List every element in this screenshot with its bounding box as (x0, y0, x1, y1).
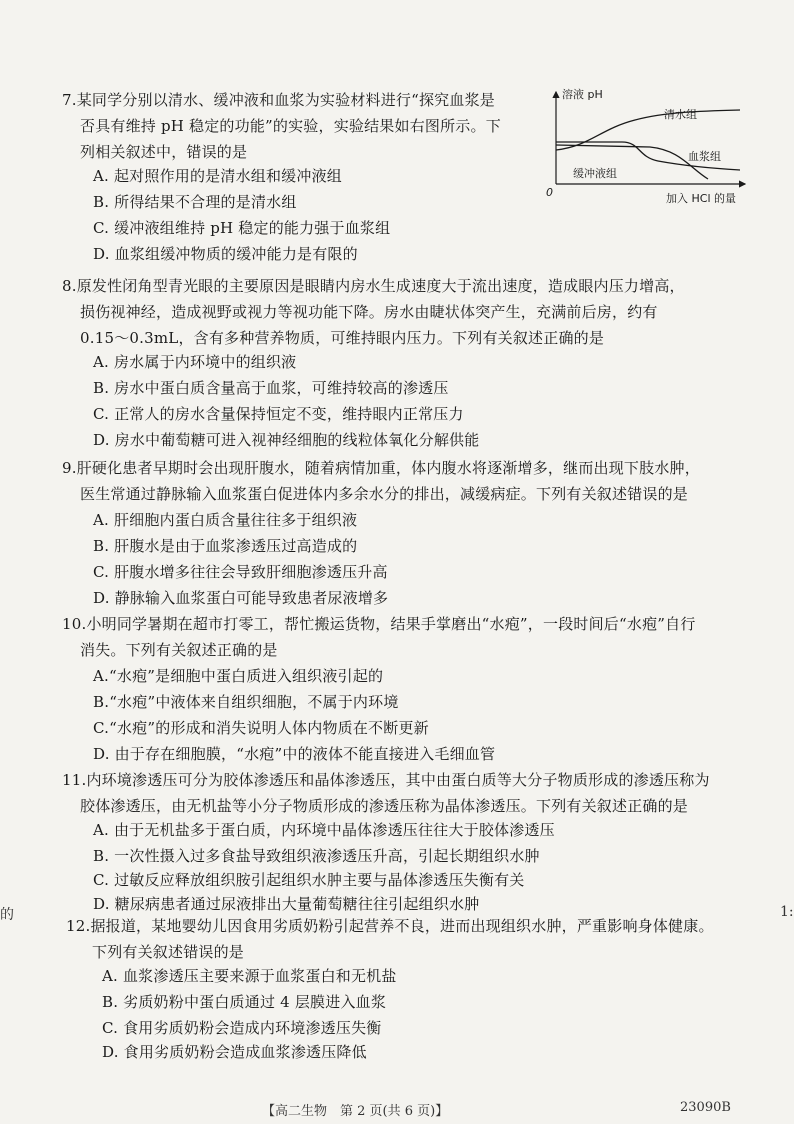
question-10-stem-line-2: 消失。下列有关叙述正确的是 (80, 641, 278, 659)
question-12-option-b: B. 劣质奶粉中蛋白质通过 4 层膜进入血浆 (102, 993, 387, 1011)
question-7-option-c: C. 缓冲液组维持 pH 稳定的能力强于血浆组 (93, 219, 391, 237)
question-9-stem-line-1: 9.肝硬化患者早期时会出现肝腹水，随着病情加重，体内腹水将逐渐增多，继而出现下肢水肿， (62, 459, 700, 477)
question-9-option-a: A. 肝细胞内蛋白质含量往往多于组织液 (93, 511, 358, 529)
question-10-option-d: D. 由于存在细胞膜，“水疱”中的液体不能直接进入毛细血管 (93, 745, 496, 763)
question-12-option-d: D. 食用劣质奶粉会造成血浆渗透压降低 (102, 1043, 367, 1061)
question-9-option-c: C. 肝腹水增多往往会导致肝细胞渗透压升高 (93, 563, 388, 581)
buffer-group-label: 缓冲液组 (573, 167, 617, 180)
question-10-option-a: A.“水疱”是细胞中蛋白质进入组织液引起的 (93, 667, 384, 685)
question-8-option-b: B. 房水中蛋白质含量高于血浆，可维持较高的渗透压 (93, 379, 449, 397)
question-10-stem-line-1: 10.小明同学暑期在超市打零工，帮忙搬运货物，结果手掌磨出“水疱”，一段时间后“水疱”自行 (62, 615, 696, 633)
question-7-stem-line-2: 否具有维持 pH 稳定的功能”的实验，实验结果如右图所示。下 (80, 117, 501, 135)
ph-curve-figure (540, 84, 750, 214)
water-group-label: 清水组 (664, 108, 697, 121)
question-12-option-c: C. 食用劣质奶粉会造成内环境渗透压失衡 (102, 1019, 382, 1037)
plasma-group-label: 血浆组 (688, 150, 721, 163)
question-8-option-a: A. 房水属于内环境中的组织液 (93, 353, 297, 371)
question-11-option-d: D. 糖尿病患者通过尿液排出大量葡萄糖往往引起组织水肿 (93, 895, 480, 913)
question-10-option-b: B.“水疱”中液体来自组织细胞，不属于内环境 (93, 693, 399, 711)
question-9-option-d: D. 静脉输入血浆蛋白可能导致患者尿液增多 (93, 589, 389, 607)
question-11-stem-line-2: 胶体渗透压，由无机盐等小分子物质形成的渗透压称为晶体渗透压。下列有关叙述正确的是 (80, 797, 689, 815)
paper-code: 23090B (680, 1100, 731, 1115)
question-8-stem-line-1: 8.原发性闭角型青光眼的主要原因是眼睛内房水生成速度大于流出速度，造成眼内压力增高， (62, 277, 685, 295)
question-8-stem-line-2: 损伤视神经，造成视野或视力等视功能下降。房水由睫状体突产生，充满前后房，约有 (80, 303, 658, 321)
x-axis-label: 加入 HCl 的量 (666, 192, 737, 205)
left-margin-fragment: 的 (0, 907, 14, 923)
question-8-option-d: D. 房水中葡萄糖可进入视神经细胞的线粒体氧化分解供能 (93, 431, 480, 449)
right-margin-fragment: 1: (780, 904, 794, 920)
question-10-option-c: C.“水疱”的形成和消失说明人体内物质在不断更新 (93, 719, 429, 737)
origin-label: 0 (546, 186, 553, 199)
water-group-curve (556, 110, 740, 150)
question-8-stem-line-3: 0.15～0.3mL，含有多种营养物质，可维持眼内压力。下列有关叙述正确的是 (80, 329, 605, 347)
question-7-stem-line-1: 7.某同学分别以清水、缓冲液和血浆为实验材料进行“探究血浆是 (62, 91, 495, 109)
question-11-stem-line-1: 11.内环境渗透压可分为胶体渗透压和晶体渗透压，其中由蛋白质等大分子物质形成的渗透压称为 (62, 771, 710, 789)
question-12-stem-line-1: 12.据报道，某地婴幼儿因食用劣质奶粉引起营养不良，进而出现组织水肿，严重影响身体健康。 (66, 917, 714, 935)
question-7-option-d: D. 血浆组缓冲物质的缓冲能力是有限的 (93, 245, 358, 263)
y-axis-label: 溶液 pH (562, 88, 603, 101)
question-12-stem-line-2: 下列有关叙述错误的是 (92, 943, 245, 961)
question-9-stem-line-2: 医生常通过静脉输入血浆蛋白促进体内多余水分的排出，减缓病症。下列有关叙述错误的是 (80, 485, 689, 503)
question-7-stem-line-3: 列相关叙述中，错误的是 (80, 143, 248, 161)
question-11-option-b: B. 一次性摄入过多食盐导致组织液渗透压升高，引起长期组织水肿 (93, 847, 540, 865)
question-7-option-b: B. 所得结果不合理的是清水组 (93, 193, 297, 211)
question-9-option-b: B. 肝腹水是由于血浆渗透压过高造成的 (93, 537, 358, 555)
question-11-option-a: A. 由于无机盐多于蛋白质，内环境中晶体渗透压往往大于胶体渗透压 (93, 821, 555, 839)
question-11-option-c: C. 过敏反应释放组织胺引起组织水肿主要与晶体渗透压失衡有关 (93, 871, 525, 889)
question-12-option-a: A. 血浆渗透压主要来源于血浆蛋白和无机盐 (102, 967, 397, 985)
page-footer: 【高二生物 第 2 页(共 6 页)】 (262, 1104, 449, 1119)
question-8-option-c: C. 正常人的房水含量保持恒定不变，维持眼内正常压力 (93, 405, 464, 423)
question-7-option-a: A. 起对照作用的是清水组和缓冲液组 (93, 167, 342, 185)
